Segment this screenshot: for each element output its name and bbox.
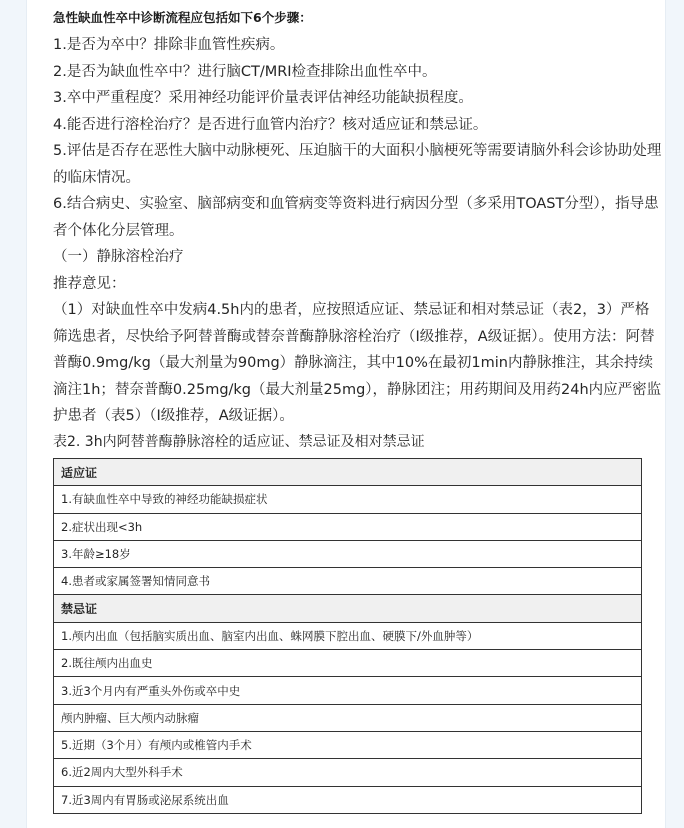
indication-item: 4.患者或家属签署知情同意书 [54,568,642,595]
criteria-table [53,458,642,814]
table-row [54,568,642,595]
table-caption: 表2. 3h内阿替普酶静脉溶栓的适应证、禁忌证及相对禁忌证 [53,433,425,450]
table-row [54,622,642,649]
contraindication-item: 6.近2周内大型外科手术 [54,759,642,786]
contraindication-item: 2.既往颅内出血史 [54,650,642,677]
contraindication-item: 7.近3周内有胃肠或泌尿系统出血 [54,786,642,813]
contraindication-item: 颅内肿瘤、巨大颅内动脉瘤 [54,704,642,731]
step-4: 4.能否进行溶栓治疗？是否进行血管内治疗？核对适应证和禁忌证。 [53,116,488,133]
step-5: 5.评估是否存在恶性大脑中动脉梗死、压迫脑干的大面积小脑梗死等需要请脑外科会诊协助处理的临床情况。 [53,143,662,186]
table-row [54,513,642,540]
recommend-text: （1）对缺血性卒中发病4.5h内的患者，应按照适应证、禁忌证和相对禁忌证（表2，3）严格筛选患者，尽快给予阿替普酶或替奈普酶静脉溶栓治疗（Ⅰ级推荐，A级证据）。使用方法：阿替普酶0.9mg/kg（最大剂量为90mg）静脉滴注，其中10%在最初1min内静脉推注，其余持续滴注1h；替奈普酶0.25mg/kg（最大剂量25mg），静脉团注；用药期间及用药24h内应严密监护患者（表5）（Ⅰ级推荐，A级证据）。 [53,302,662,424]
contraindication-item: 1.颅内出血（包括脑实质出血、脑室内出血、蛛网膜下腔出血、硬膜下/外血肿等） [54,622,642,649]
table-row [54,677,642,704]
step-6: 6.结合病史、实验室、脑部病变和血管病变等资料进行病因分型（多采用TOAST分型），指导患者个体化分层管理。 [53,196,659,239]
table-row [54,731,642,758]
indications-header: 适应证 [54,459,642,486]
contraindications-header: 禁忌证 [54,595,642,622]
step-2: 2.是否为缺血性卒中？进行脑CT/MRI检查排除出血性卒中。 [53,63,437,80]
recommend-label: 推荐意见： [53,275,126,292]
article-page [26,0,666,828]
step-3: 3.卒中严重程度？采用神经功能评价量表评估神经功能缺损程度。 [53,90,473,106]
article-content [53,6,663,454]
contraindication-item: 3.近3个月内有严重头外伤或卒中史 [54,677,642,704]
table-row [54,650,642,677]
table-row [54,595,642,622]
step-1: 1.是否为卒中？排除非血管性疾病。 [53,37,285,53]
contraindication-item: 5.近期（3个月）有颅内或椎管内手术 [54,731,642,758]
table-row [54,540,642,567]
indication-item: 1.有缺血性卒中导致的神经功能缺损症状 [54,486,642,513]
indication-item: 2.症状出现<3h [54,513,642,540]
table-row [54,786,642,813]
diagnosis-heading: 急性缺血性卒中诊断流程应包括如下6个步骤： [53,10,312,25]
table-row [54,486,642,513]
section-title: （一）静脉溶栓治疗 [53,249,184,265]
table-row [54,759,642,786]
table-row [54,704,642,731]
indication-item: 3.年龄≥18岁 [54,540,642,567]
table-row [54,459,642,486]
